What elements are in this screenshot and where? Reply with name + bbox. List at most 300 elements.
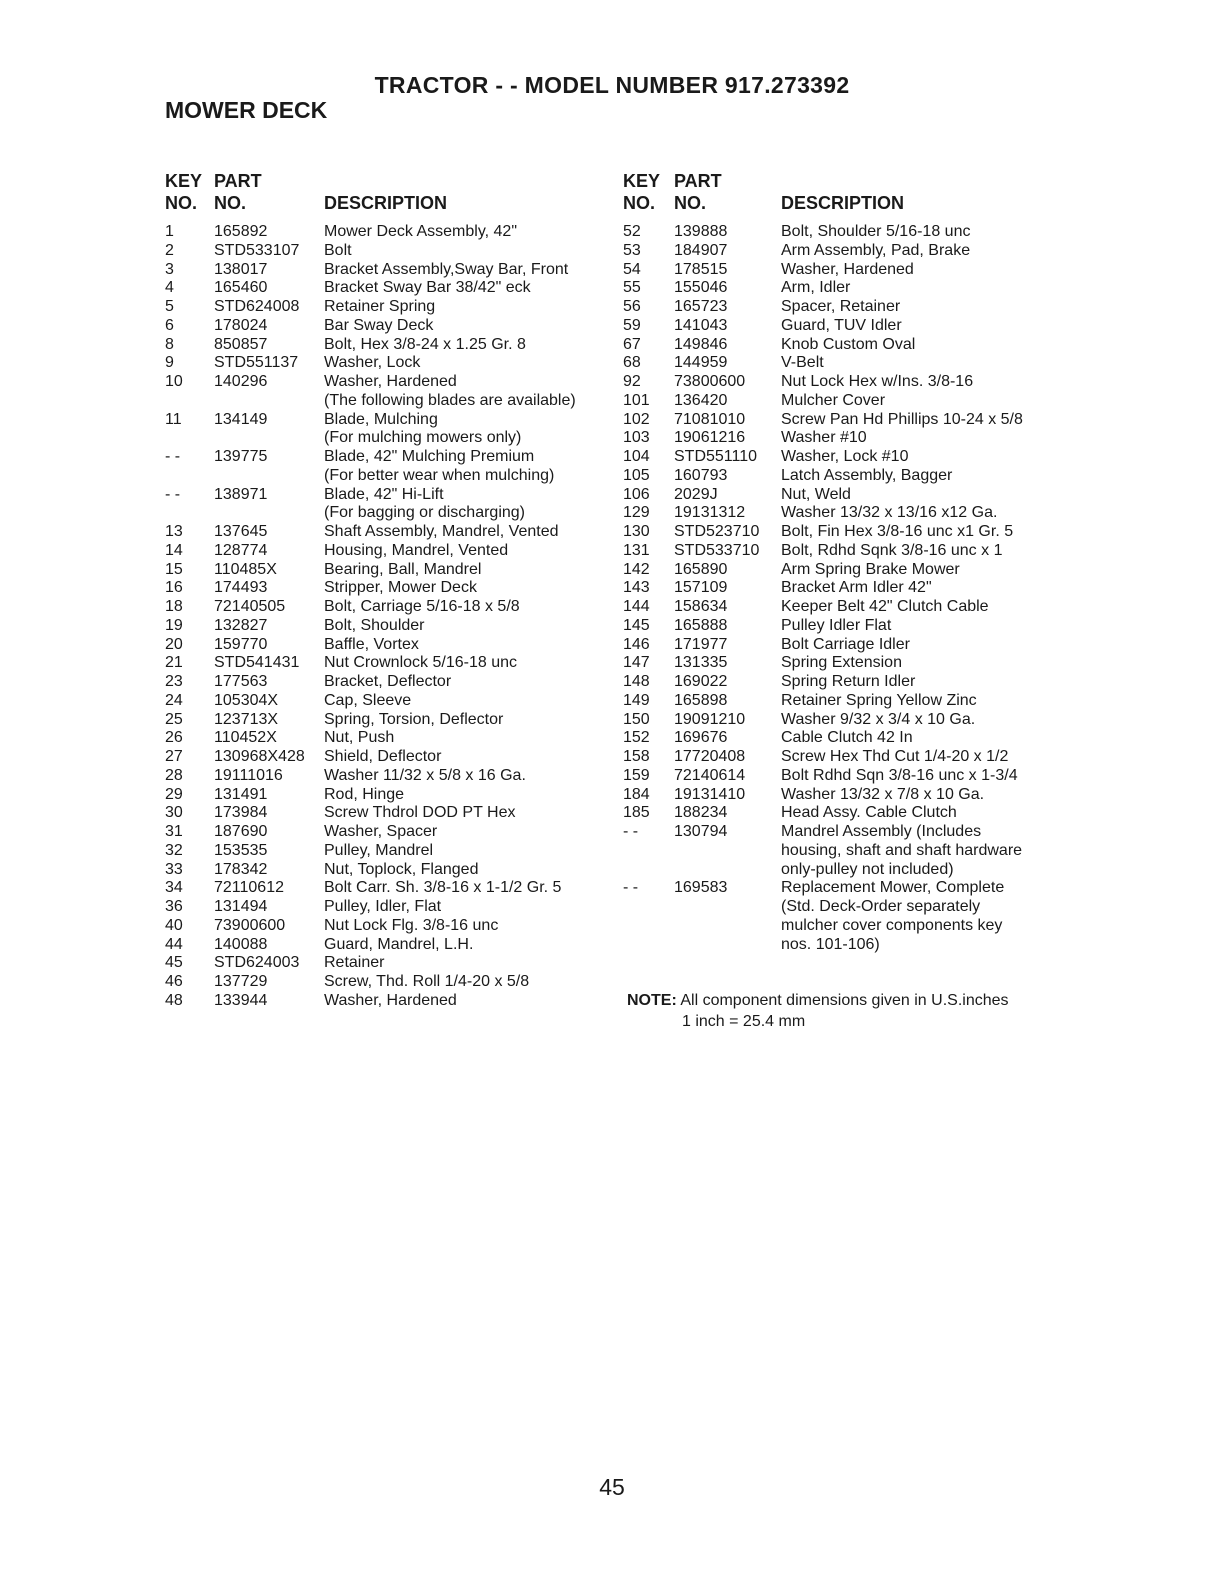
description-cell: only-pulley not included) xyxy=(781,860,954,878)
key-number-cell: 152 xyxy=(623,729,650,747)
part-number-cell: 19111016 xyxy=(214,766,283,784)
key-number-cell: 32 xyxy=(165,841,183,859)
description-cell: Mulcher Cover xyxy=(781,391,886,409)
key-number-cell: 36 xyxy=(165,898,183,915)
table-row xyxy=(165,523,605,542)
description-cell: Washer, Spacer xyxy=(324,823,438,840)
key-number-cell: 158 xyxy=(623,748,650,765)
key-number-cell: 52 xyxy=(623,223,641,240)
key-number-cell: 34 xyxy=(165,879,183,897)
description-cell: Spacer, Retainer xyxy=(781,298,901,315)
description-cell: Blade, 42" Mulching Premium xyxy=(324,448,535,465)
table-row xyxy=(165,748,605,767)
table-row xyxy=(165,392,605,411)
description-cell: V-Belt xyxy=(781,354,824,372)
key-header-line1: KEY xyxy=(165,171,203,191)
table-row xyxy=(165,261,605,280)
description-cell: (The following blades are available) xyxy=(324,391,576,409)
part-number-cell: 139775 xyxy=(214,448,268,465)
part-number-cell: STD541431 xyxy=(214,654,300,672)
table-row xyxy=(623,523,1063,542)
description-cell: Screw, Thd. Roll 1/4-20 x 5/8 xyxy=(324,973,530,990)
part-number-cell: 105304X xyxy=(214,691,279,709)
table-row xyxy=(623,823,1063,842)
key-number-cell: 31 xyxy=(165,823,183,840)
key-number-cell: 10 xyxy=(165,373,183,390)
description-cell: Bracket Assembly,Sway Bar, Front xyxy=(324,260,569,278)
description-cell: Washer 9/32 x 3/4 x 10 Ga. xyxy=(781,710,976,728)
key-number-cell: 19 xyxy=(165,616,183,634)
key-header-line2: NO. xyxy=(623,193,656,213)
table-row xyxy=(165,542,605,561)
description-cell: Nut, Push xyxy=(324,729,395,747)
table-row xyxy=(165,842,605,861)
table-row xyxy=(165,411,605,430)
part-number-cell: 165898 xyxy=(674,691,728,709)
description-cell: Housing, Mandrel, Vented xyxy=(324,541,509,559)
description-cell: Shaft Assembly, Mandrel, Vented xyxy=(324,523,559,540)
key-number-cell: 24 xyxy=(165,691,183,709)
table-row xyxy=(165,598,605,617)
table-row xyxy=(623,654,1063,673)
table-row xyxy=(623,504,1063,523)
key-number-cell: 15 xyxy=(165,560,183,578)
part-number-cell: 149846 xyxy=(674,335,728,353)
part-number-cell: 165890 xyxy=(674,560,728,578)
description-cell: Pulley Idler Flat xyxy=(781,616,892,634)
part-number-cell: 850857 xyxy=(214,335,268,353)
table-row xyxy=(623,786,1063,805)
part-number-cell: 184907 xyxy=(674,241,728,259)
part-number-cell: 19091210 xyxy=(674,710,746,728)
key-number-cell: 8 xyxy=(165,335,174,353)
table-header xyxy=(623,171,1063,217)
table-row xyxy=(165,336,605,355)
table-row xyxy=(165,673,605,692)
table-row xyxy=(165,223,605,242)
key-number-cell: 4 xyxy=(165,279,174,297)
description-cell: Bar Sway Deck xyxy=(324,316,434,334)
description-cell: Screw Hex Thd Cut 1/4-20 x 1/2 xyxy=(781,748,1009,765)
table-row xyxy=(165,861,605,880)
part-number-cell: 131494 xyxy=(214,898,268,915)
table-row xyxy=(623,354,1063,373)
parts-list-left xyxy=(165,223,605,1011)
description-cell: Bolt, Hex 3/8-24 x 1.25 Gr. 8 xyxy=(324,335,526,353)
description-cell: housing, shaft and shaft hardware xyxy=(781,841,1023,859)
description-cell: (For better wear when mulching) xyxy=(324,466,555,484)
section-heading: MOWER DECK xyxy=(165,97,328,123)
description-cell: (For bagging or discharging) xyxy=(324,504,525,522)
part-number-cell: 138971 xyxy=(214,485,268,503)
key-header-line1: KEY xyxy=(623,171,661,191)
part-number-cell: 174493 xyxy=(214,579,268,597)
key-number-cell: 145 xyxy=(623,616,650,634)
description-cell: Washer, Hardened xyxy=(781,260,914,278)
key-number-cell: 130 xyxy=(623,523,650,540)
description-cell: Washer #10 xyxy=(781,429,867,447)
key-number-cell: 185 xyxy=(623,804,650,822)
key-number-cell: 25 xyxy=(165,710,183,728)
table-row xyxy=(623,486,1063,505)
part-number-cell: STD624003 xyxy=(214,954,300,972)
part-number-cell: 2029J xyxy=(674,485,718,503)
description-cell: Guard, TUV Idler xyxy=(781,316,902,334)
description-cell: Bolt Carr. Sh. 3/8-16 x 1-1/2 Gr. 5 xyxy=(324,879,562,897)
key-number-cell: 54 xyxy=(623,260,641,278)
key-number-cell: 56 xyxy=(623,298,641,315)
description-cell: Mower Deck Assembly, 42" xyxy=(324,223,517,240)
description-cell: Bracket Arm Idler 42" xyxy=(781,579,932,597)
part-number-cell: 169583 xyxy=(674,879,728,897)
key-number-cell: 14 xyxy=(165,541,183,559)
part-number-cell: 178342 xyxy=(214,860,268,878)
key-number-cell: 46 xyxy=(165,973,183,990)
table-row xyxy=(623,898,1063,917)
table-row xyxy=(165,898,605,917)
table-row xyxy=(165,448,605,467)
table-row xyxy=(623,636,1063,655)
table-row xyxy=(623,579,1063,598)
description-cell: Replacement Mower, Complete xyxy=(781,879,1005,897)
table-row xyxy=(623,392,1063,411)
description-cell: Cap, Sleeve xyxy=(324,691,412,709)
dimensions-note xyxy=(627,990,1009,1032)
part-number-cell: STD624008 xyxy=(214,298,300,315)
table-row xyxy=(623,598,1063,617)
table-row xyxy=(165,486,605,505)
part-number-cell: 123713X xyxy=(214,710,279,728)
part-number-cell: 73800600 xyxy=(674,373,746,390)
description-cell: Washer 13/32 x 7/8 x 10 Ga. xyxy=(781,785,985,803)
table-row xyxy=(165,354,605,373)
key-number-cell: 48 xyxy=(165,991,183,1009)
part-number-cell: 178515 xyxy=(674,260,728,278)
key-number-cell: 13 xyxy=(165,523,183,540)
part-number-cell: 144959 xyxy=(674,354,728,372)
table-row xyxy=(623,879,1063,898)
description-cell: Bracket, Deflector xyxy=(324,673,452,690)
part-number-cell: 110485X xyxy=(214,560,277,578)
key-number-cell: 2 xyxy=(165,241,174,259)
key-number-cell: 44 xyxy=(165,935,183,953)
key-number-cell: - - xyxy=(623,879,639,897)
key-number-cell: 9 xyxy=(165,354,174,372)
key-number-cell: 20 xyxy=(165,635,183,653)
key-number-cell: 40 xyxy=(165,916,183,934)
part-number-cell: 187690 xyxy=(214,823,268,840)
table-row xyxy=(165,317,605,336)
table-row xyxy=(165,936,605,955)
part-number-cell: 158634 xyxy=(674,598,728,615)
table-row xyxy=(165,429,605,448)
table-row xyxy=(165,279,605,298)
description-cell: Keeper Belt 42" Clutch Cable xyxy=(781,598,989,615)
part-header-line1: PART xyxy=(674,171,722,191)
key-number-cell: 143 xyxy=(623,579,650,597)
key-number-cell: 6 xyxy=(165,316,174,334)
description-cell: Bolt, Rdhd Sqnk 3/8-16 unc x 1 xyxy=(781,541,1003,559)
description-cell: Bearing, Ball, Mandrel xyxy=(324,560,482,578)
description-cell: Latch Assembly, Bagger xyxy=(781,466,953,484)
key-number-cell: 142 xyxy=(623,560,650,578)
description-cell: Bolt, Fin Hex 3/8-16 unc x1 Gr. 5 xyxy=(781,523,1014,540)
table-row xyxy=(623,223,1063,242)
table-row xyxy=(623,729,1063,748)
key-number-cell: 148 xyxy=(623,673,650,690)
key-number-cell: 106 xyxy=(623,485,650,503)
key-number-cell: 1 xyxy=(165,223,174,240)
key-number-cell: 101 xyxy=(623,391,650,409)
part-number-cell: 130968X428 xyxy=(214,748,305,765)
description-cell: nos. 101-106) xyxy=(781,935,880,953)
description-cell: (For mulching mowers only) xyxy=(324,429,522,447)
description-cell: Pulley, Mandrel xyxy=(324,841,434,859)
table-row xyxy=(623,617,1063,636)
key-number-cell: 68 xyxy=(623,354,641,372)
table-row xyxy=(165,711,605,730)
key-number-cell: - - xyxy=(165,448,181,465)
table-row xyxy=(165,467,605,486)
description-cell: Nut Lock Hex w/Ins. 3/8-16 xyxy=(781,373,974,390)
description-cell: Nut Lock Flg. 3/8-16 unc xyxy=(324,916,499,934)
key-number-cell: - - xyxy=(165,485,181,503)
table-row xyxy=(165,373,605,392)
key-number-cell: 146 xyxy=(623,635,650,653)
part-number-cell: STD533710 xyxy=(674,541,760,559)
key-number-cell: 21 xyxy=(165,654,183,672)
table-row xyxy=(165,954,605,973)
description-cell: Washer 11/32 x 5/8 x 16 Ga. xyxy=(324,766,526,784)
description-cell: Screw Pan Hd Phillips 10-24 x 5/8 xyxy=(781,410,1023,428)
description-cell: Head Assy. Cable Clutch xyxy=(781,804,957,822)
part-number-cell: 137645 xyxy=(214,523,268,540)
table-row xyxy=(623,561,1063,580)
part-number-cell: 140296 xyxy=(214,373,268,390)
part-number-cell: 71081010 xyxy=(674,410,746,428)
part-header-line2: NO. xyxy=(214,193,247,213)
table-row xyxy=(165,879,605,898)
part-header-line1: PART xyxy=(214,171,262,191)
key-number-cell: 23 xyxy=(165,673,183,690)
table-row xyxy=(623,448,1063,467)
parts-table-left xyxy=(165,171,605,1011)
key-number-cell: 102 xyxy=(623,410,650,428)
table-row xyxy=(623,842,1063,861)
description-cell: Washer, Lock xyxy=(324,354,421,372)
description-cell: Washer, Lock #10 xyxy=(781,448,909,465)
description-cell: Retainer Spring Yellow Zinc xyxy=(781,691,977,709)
table-row xyxy=(165,298,605,317)
description-cell: mulcher cover components key xyxy=(781,916,1003,934)
description-cell: Pulley, Idler, Flat xyxy=(324,898,442,915)
page-number: 45 xyxy=(599,1474,625,1500)
table-row xyxy=(623,861,1063,880)
key-number-cell: 30 xyxy=(165,804,183,822)
part-number-cell: 178024 xyxy=(214,316,268,334)
description-cell: Mandrel Assembly (Includes xyxy=(781,823,982,840)
part-number-cell: 139888 xyxy=(674,223,728,240)
table-row xyxy=(165,579,605,598)
description-cell: Bolt Rdhd Sqn 3/8-16 unc x 1-3/4 xyxy=(781,766,1018,784)
part-number-cell: STD523710 xyxy=(674,523,760,540)
description-header: DESCRIPTION xyxy=(781,193,905,213)
table-row xyxy=(623,298,1063,317)
description-cell: Bolt Carriage Idler xyxy=(781,635,910,653)
table-row xyxy=(165,636,605,655)
table-row xyxy=(623,336,1063,355)
part-number-cell: STD533107 xyxy=(214,241,300,259)
table-row xyxy=(165,729,605,748)
table-row xyxy=(623,542,1063,561)
table-row xyxy=(623,317,1063,336)
part-number-cell: 165460 xyxy=(214,279,268,297)
part-number-cell: 19131312 xyxy=(674,504,746,522)
table-row xyxy=(165,242,605,261)
table-row xyxy=(165,692,605,711)
part-number-cell: 165892 xyxy=(214,223,268,240)
key-number-cell: 28 xyxy=(165,766,183,784)
table-row xyxy=(623,917,1063,936)
note-label: NOTE: xyxy=(627,992,677,1009)
part-number-cell: 132827 xyxy=(214,616,268,634)
key-number-cell: 29 xyxy=(165,785,183,803)
description-cell: Bolt, Shoulder xyxy=(324,616,425,634)
table-row xyxy=(623,692,1063,711)
description-cell: Washer, Hardened xyxy=(324,373,457,390)
table-row xyxy=(623,242,1063,261)
part-number-cell: 73900600 xyxy=(214,916,286,934)
description-cell: Blade, Mulching xyxy=(324,410,438,428)
part-number-cell: 140088 xyxy=(214,935,268,953)
table-row xyxy=(165,654,605,673)
part-number-cell: 153535 xyxy=(214,841,268,859)
table-row xyxy=(623,279,1063,298)
part-number-cell: 110452X xyxy=(214,729,277,747)
part-number-cell: 141043 xyxy=(674,316,728,334)
description-cell: Screw Thdrol DOD PT Hex xyxy=(324,804,516,822)
key-number-cell: 131 xyxy=(623,541,650,559)
part-number-cell: 128774 xyxy=(214,541,268,559)
description-cell: Spring, Torsion, Deflector xyxy=(324,710,504,728)
part-number-cell: 160793 xyxy=(674,466,728,484)
table-row xyxy=(165,823,605,842)
page-title: TRACTOR - - MODEL NUMBER 917.273392 xyxy=(374,72,850,98)
table-row xyxy=(623,711,1063,730)
description-cell: Arm Spring Brake Mower xyxy=(781,560,960,578)
table-row xyxy=(623,467,1063,486)
description-cell: Arm Assembly, Pad, Brake xyxy=(781,241,971,259)
description-cell: Spring Extension xyxy=(781,654,902,672)
table-row xyxy=(623,936,1063,955)
table-row xyxy=(165,786,605,805)
description-cell: Knob Custom Oval xyxy=(781,335,916,353)
part-number-cell: 72140614 xyxy=(674,766,746,784)
description-cell: Nut Crownlock 5/16-18 unc xyxy=(324,654,517,672)
description-cell: Bolt xyxy=(324,241,352,259)
part-number-cell: 165888 xyxy=(674,616,728,634)
description-cell: Nut, Weld xyxy=(781,485,851,503)
table-row xyxy=(165,504,605,523)
part-number-cell: 130794 xyxy=(674,823,728,840)
key-number-cell: 67 xyxy=(623,335,641,353)
table-row xyxy=(623,411,1063,430)
description-cell: Shield, Deflector xyxy=(324,748,442,765)
description-cell: Guard, Mandrel, L.H. xyxy=(324,935,474,953)
part-number-cell: 157109 xyxy=(674,579,728,597)
table-row xyxy=(623,767,1063,786)
description-cell: Nut, Toplock, Flanged xyxy=(324,860,479,878)
key-number-cell: - - xyxy=(623,823,639,840)
table-header xyxy=(165,171,605,217)
parts-list-right xyxy=(623,223,1063,954)
table-row xyxy=(623,429,1063,448)
key-number-cell: 27 xyxy=(165,748,183,765)
part-number-cell: 169676 xyxy=(674,729,728,747)
key-number-cell: 16 xyxy=(165,579,183,597)
part-number-cell: 159770 xyxy=(214,635,268,653)
part-number-cell: 165723 xyxy=(674,298,728,315)
description-cell: Bolt, Carriage 5/16-18 x 5/8 xyxy=(324,598,520,615)
key-number-cell: 149 xyxy=(623,691,650,709)
description-cell: Washer, Hardened xyxy=(324,991,457,1009)
key-header-line2: NO. xyxy=(165,193,198,213)
part-number-cell: 19061216 xyxy=(674,429,746,447)
description-header: DESCRIPTION xyxy=(324,193,448,213)
key-number-cell: 147 xyxy=(623,654,650,672)
key-number-cell: 3 xyxy=(165,260,174,278)
part-number-cell: 136420 xyxy=(674,391,728,409)
part-number-cell: STD551110 xyxy=(674,448,758,465)
description-cell: (Std. Deck-Order separately xyxy=(781,898,981,915)
description-cell: Stripper, Mower Deck xyxy=(324,579,477,597)
description-cell: Washer 13/32 x 13/16 x12 Ga. xyxy=(781,504,998,522)
key-number-cell: 92 xyxy=(623,373,641,390)
table-row xyxy=(623,804,1063,823)
table-row xyxy=(623,373,1063,392)
table-row xyxy=(623,673,1063,692)
description-cell: Bracket Sway Bar 38/42" eck xyxy=(324,279,531,297)
key-number-cell: 11 xyxy=(165,410,182,428)
part-number-cell: 171977 xyxy=(674,635,728,653)
key-number-cell: 129 xyxy=(623,504,650,522)
table-row xyxy=(165,992,605,1011)
table-row xyxy=(165,804,605,823)
table-row xyxy=(165,617,605,636)
key-number-cell: 26 xyxy=(165,729,183,747)
description-cell: Spring Return Idler xyxy=(781,673,916,690)
key-number-cell: 5 xyxy=(165,298,174,315)
note-conversion: 1 inch = 25.4 mm xyxy=(682,1013,806,1030)
description-cell: Arm, Idler xyxy=(781,279,851,297)
part-number-cell: 173984 xyxy=(214,804,268,822)
part-number-cell: STD551137 xyxy=(214,354,299,372)
table-row xyxy=(165,973,605,992)
key-number-cell: 18 xyxy=(165,598,183,615)
description-cell: Bolt, Shoulder 5/16-18 unc xyxy=(781,223,971,240)
key-number-cell: 45 xyxy=(165,954,183,972)
part-number-cell: 137729 xyxy=(214,973,268,990)
key-number-cell: 53 xyxy=(623,241,641,259)
part-number-cell: 72110612 xyxy=(214,879,284,897)
description-cell: Retainer Spring xyxy=(324,298,436,315)
part-number-cell: 138017 xyxy=(214,260,268,278)
note-text: All component dimensions given in U.S.inches xyxy=(680,992,1009,1009)
key-number-cell: 105 xyxy=(623,466,650,484)
part-number-cell: 134149 xyxy=(214,410,268,428)
description-cell: Blade, 42" Hi-Lift xyxy=(324,485,444,503)
table-row xyxy=(165,767,605,786)
